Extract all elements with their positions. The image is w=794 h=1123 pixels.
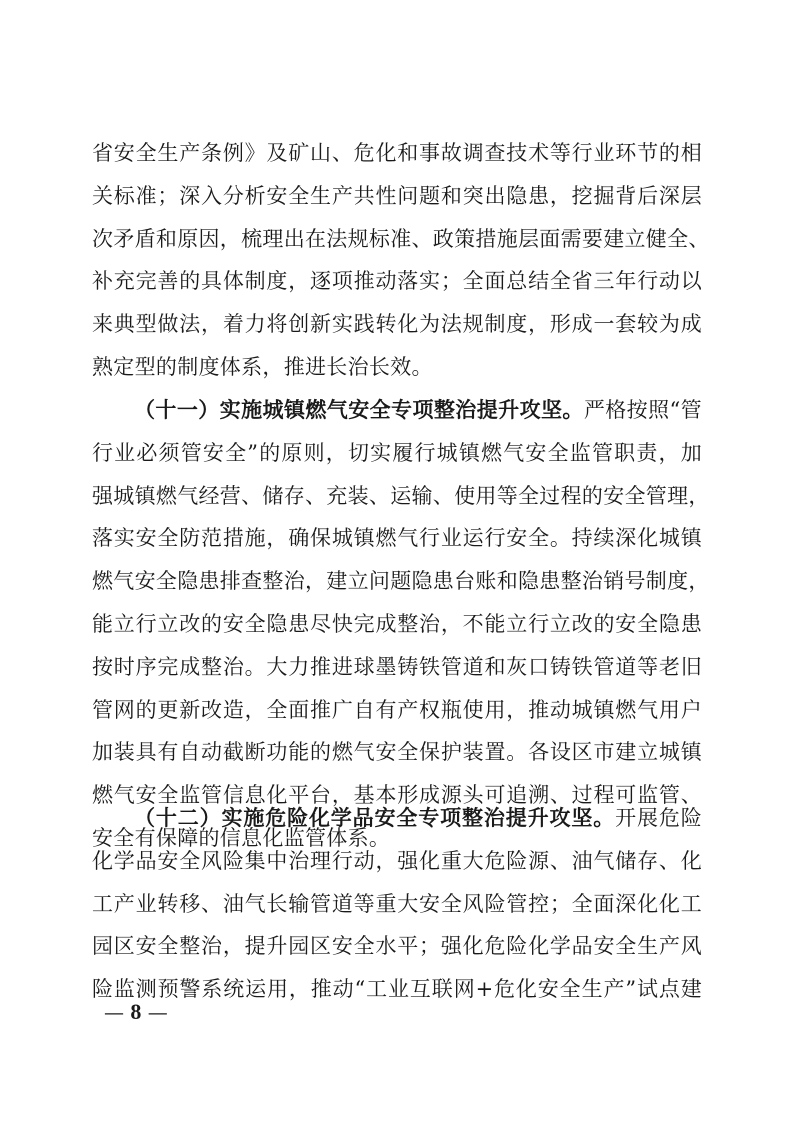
text-line: 行业必须管安全”的原则，切实履行城镇燃气安全监管职责，加 [92,440,702,465]
text-line: 能立行立改的安全隐患尽快完成整治，不能立行立改的安全隐患 [92,611,702,636]
text-line: 按时序完成整治。大力推进球墨铸铁管道和灰口铸铁管道等老旧 [92,654,702,679]
text-line: 险监测预警系统运用，推动“工业互联网+危化安全生产”试点建 [92,977,702,1002]
text-line: 关标准；深入分析安全生产共性问题和突出隐患，挖掘背后深层 [92,183,702,208]
text-line: 工产业转移、油气长输管道等重大安全风险管控；全面深化化工 [92,891,702,916]
text-line: 安全有保障的信息化监管体系。 [92,825,391,850]
text-line: 燃气安全监管信息化平台，基本形成源头可追溯、过程可监管、 [92,783,702,808]
text-line: 补充完善的具体制度，逐项推动落实；全面总结全省三年行动以 [92,269,702,294]
text-line: 省安全生产条例》及矿山、危化和事故调查技术等行业环节的相 [92,141,702,165]
text-line: 管网的更新改造，全面推广自有产权瓶使用，推动城镇燃气用户 [92,697,702,722]
dash-right: — [147,1000,168,1024]
text-line: 化学品安全风险集中治理行动，强化重大危险源、油气储存、化 [92,848,702,873]
text-line: 燃气安全隐患排查整治，建立问题隐患台账和隐患整治销号制度， [92,569,710,594]
paragraph-gas-safety [92,389,710,860]
text-line: 园区安全整治，提升园区安全水平；强化危险化学品安全生产风 [92,934,702,959]
text-span: 严格按照“管 [583,398,702,422]
paragraph-continuation [92,132,710,389]
section-heading: （十二）实施危险化学品安全专项整治提升攻坚。 [134,805,616,830]
text-span: 开展危险 [615,806,702,830]
page-number-footer [104,1000,168,1024]
text-line: 熟定型的制度体系，推进长治长效。 [92,354,433,379]
paragraph-first-line [92,389,702,432]
paragraph-hazardous-chemicals [92,797,702,1011]
text-line: 落实安全防范措施，确保城镇燃气行业运行安全。持续深化城镇 [92,526,702,551]
text-line: 强城镇燃气经营、储存、充装、运输、使用等全过程的安全管理， [92,483,710,508]
section-heading: （十一）实施城镇燃气安全专项整治提升攻坚。 [134,397,584,422]
page-number: 8 [130,999,142,1024]
paragraph-first-line [92,797,702,840]
dash-left: — [104,1000,124,1024]
text-line: 次矛盾和原因，梳理出在法规标准、政策措施层面需要建立健全、 [92,226,710,251]
text-line: 加装具有自动截断功能的燃气安全保护装置。各设区市建立城镇 [92,740,702,765]
text-line: 来典型做法，着力将创新实践转化为法规制度，形成一套较为成 [92,312,702,337]
